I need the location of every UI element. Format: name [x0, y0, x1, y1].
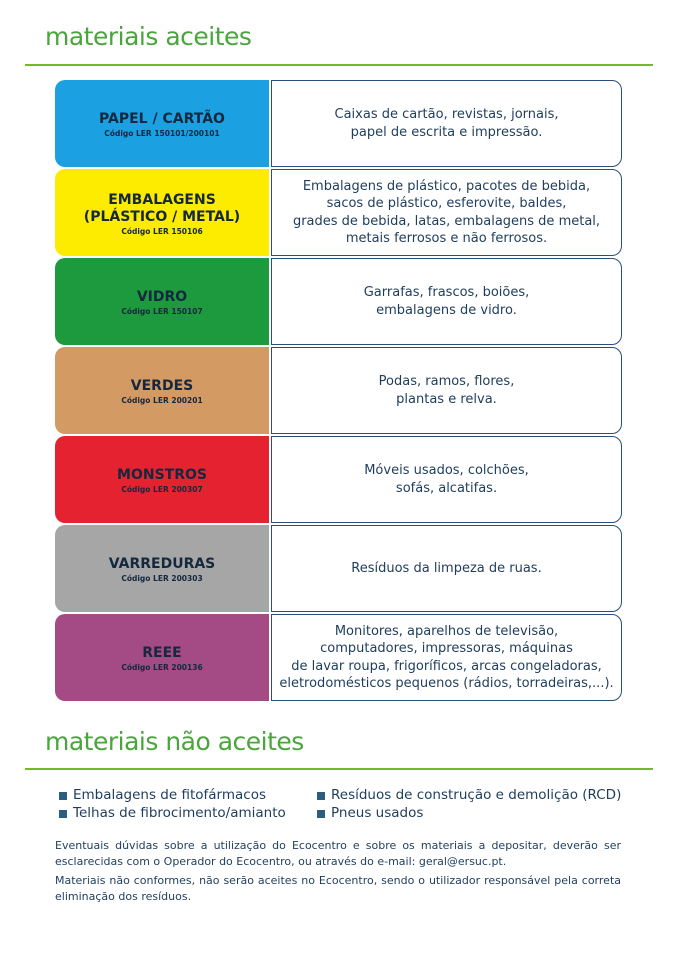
- not-accepted-title: materiais não aceites: [45, 727, 304, 756]
- category-description: Embalagens de plástico, pacotes de bebida, sacos de plástico, esferovite, baldes, grades de bebida, latas, embalagens de metal, metais ferrosos e não ferrosos.: [271, 169, 622, 256]
- category-description: Resíduos da limpeza de ruas.: [271, 525, 622, 612]
- category-cell: [55, 169, 269, 256]
- list-item: [59, 787, 317, 804]
- material-row: [55, 436, 622, 523]
- category-name: MONSTROS: [117, 467, 207, 483]
- category-description: Móveis usados, colchões, sofás, alcatifas.: [271, 436, 622, 523]
- material-row: [55, 258, 622, 345]
- list-item: [317, 787, 622, 804]
- category-name: VARREDURAS: [108, 556, 216, 572]
- category-description: Caixas de cartão, revistas, jornais, papel de escrita e impressão.: [271, 80, 622, 167]
- category-cell: [55, 614, 269, 701]
- category-code: Código LER 200307: [121, 485, 203, 494]
- category-description: Podas, ramos, flores, plantas e relva.: [271, 347, 622, 434]
- category-cell: [55, 436, 269, 523]
- category-name: PAPEL / CARTÃO: [99, 111, 225, 127]
- list-item-label: Pneus usados: [331, 805, 424, 821]
- not-accepted-divider: [25, 768, 653, 770]
- category-name: EMBALAGENS (PLÁSTICO / METAL): [83, 191, 241, 225]
- square-bullet-icon: [317, 810, 325, 818]
- category-cell: [55, 347, 269, 434]
- category-name: REEE: [142, 645, 182, 661]
- category-cell: [55, 80, 269, 167]
- category-code: Código LER 150101/200101: [104, 129, 220, 138]
- non-conforming-note: Materiais não conformes, não serão aceites no Ecocentro, sendo o utilizador responsável pela correta eliminação dos resíduos.: [55, 874, 621, 903]
- category-name: VERDES: [130, 378, 194, 394]
- category-code: Código LER 200136: [121, 663, 203, 672]
- category-name: VIDRO: [136, 289, 188, 305]
- category-cell: [55, 258, 269, 345]
- category-code: Código LER 150107: [121, 307, 203, 316]
- category-description: Monitores, aparelhos de televisão, computadores, impressoras, máquinas de lavar roupa, frigoríficos, arcas congeladoras, eletrodomésticos pequenos (rádios, torradeiras,...).: [271, 614, 622, 701]
- accepted-materials-table: [55, 80, 622, 703]
- not-accepted-list: [59, 787, 639, 822]
- square-bullet-icon: [317, 792, 325, 800]
- category-cell: [55, 525, 269, 612]
- category-code: Código LER 200303: [121, 574, 203, 583]
- accepted-title: materiais aceites: [45, 22, 252, 51]
- material-row: [55, 169, 622, 256]
- list-item: [317, 805, 617, 822]
- accepted-divider: [25, 64, 653, 66]
- list-item-label: Telhas de fibrocimento/amianto: [73, 805, 286, 821]
- material-row: [55, 525, 622, 612]
- square-bullet-icon: [59, 810, 67, 818]
- contact-note: Eventuais dúvidas sobre a utilização do Ecocentro e sobre os materiais a depositar, deverão ser esclarecidas com o Operador do Ecocentro, ou através do e-mail: geral@ersuc.pt.: [55, 839, 621, 868]
- material-row: [55, 614, 622, 701]
- list-item-label: Embalagens de fitofármacos: [73, 787, 267, 803]
- category-code: Código LER 150106: [121, 226, 203, 236]
- category-code: Código LER 200201: [121, 396, 203, 405]
- category-description: Garrafas, frascos, boiões, embalagens de vidro.: [271, 258, 622, 345]
- list-item: [59, 805, 317, 822]
- square-bullet-icon: [59, 792, 67, 800]
- material-row: [55, 347, 622, 434]
- list-item-label: Resíduos de construção e demolição (RCD): [331, 787, 622, 803]
- material-row: [55, 80, 622, 167]
